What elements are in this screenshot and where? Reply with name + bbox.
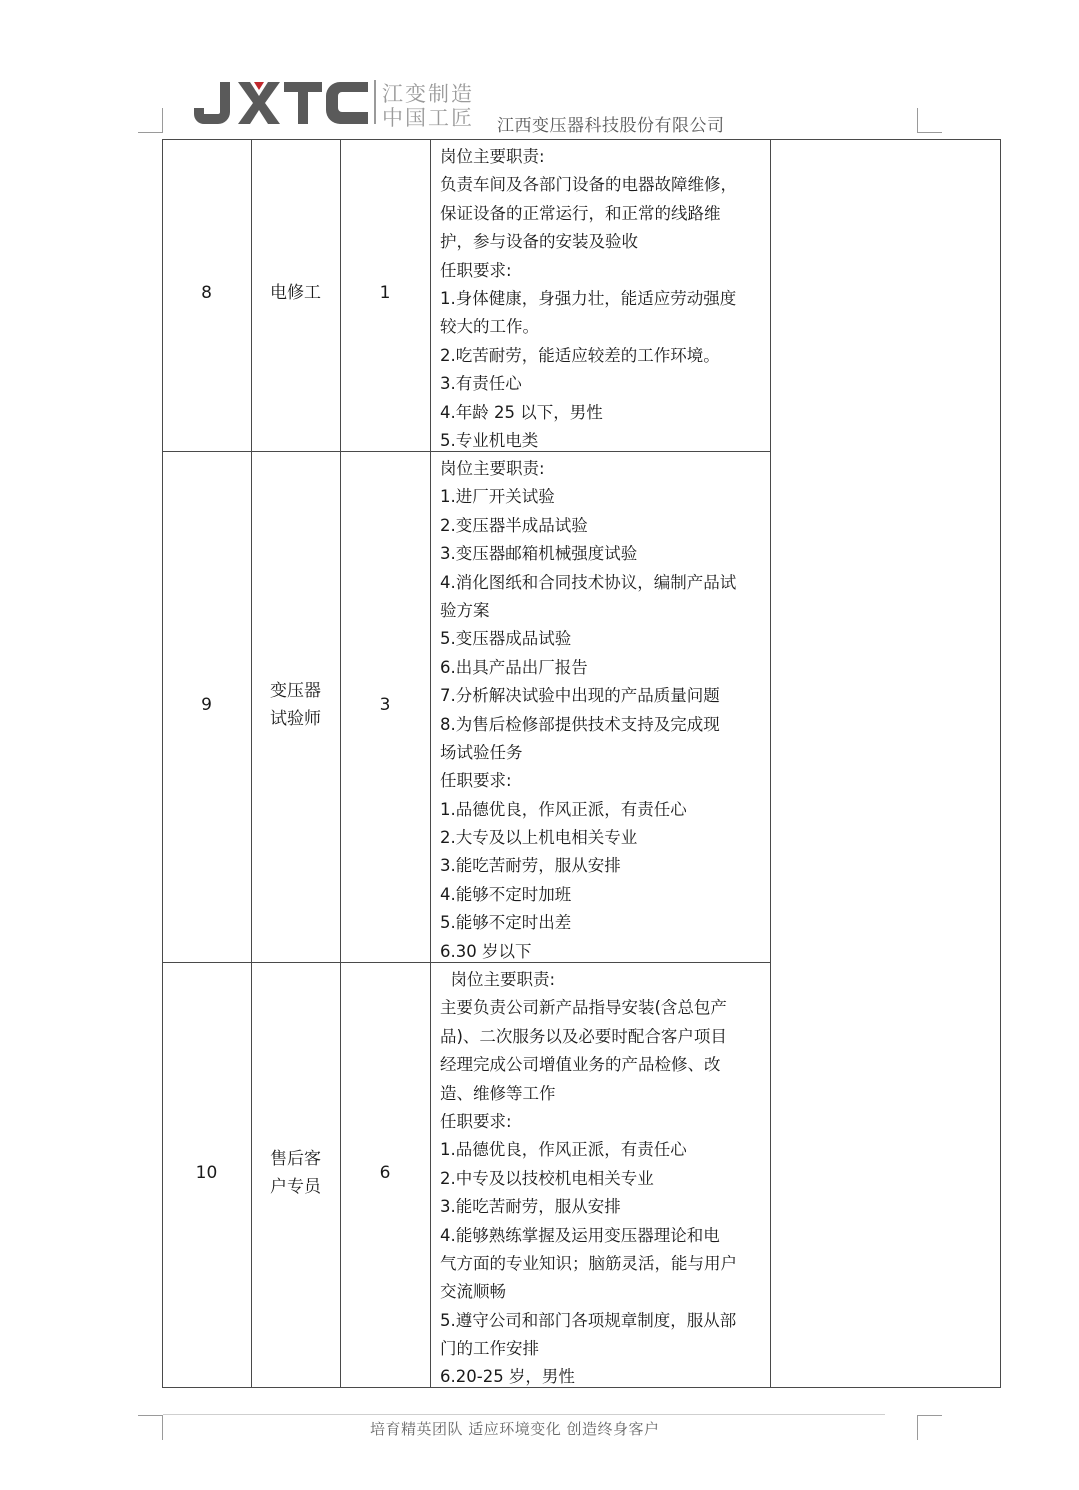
description-line: 3.能吃苦耐劳，服从安排 bbox=[440, 1197, 621, 1217]
row-number: 9 bbox=[201, 694, 212, 715]
description-line: 较大的工作。 bbox=[440, 317, 539, 337]
description-line: 5.专业机电类 bbox=[440, 430, 539, 450]
description-line: 2.吃苦耐劳，能适应较差的工作环境。 bbox=[440, 345, 720, 365]
description-line: 保证设备的正常运行，和正常的线路维 bbox=[440, 203, 721, 223]
crop-mark-top-left bbox=[138, 108, 163, 133]
description-line: 气方面的专业知识；脑筋灵活，能与用户 bbox=[440, 1253, 737, 1273]
table-column-border bbox=[430, 139, 431, 1388]
description-line: 主要负责公司新产品指导安装(含总包产 bbox=[440, 998, 727, 1018]
crop-mark-top-right bbox=[917, 108, 942, 133]
crop-mark-bottom-right bbox=[917, 1415, 942, 1440]
footer-slogan: 培育精英团队 适应环境变化 创造终身客户 bbox=[370, 1420, 660, 1438]
description-line: 3.变压器邮箱机械强度试验 bbox=[440, 544, 638, 564]
table-column-border bbox=[770, 139, 771, 1388]
description-line: 4.能够不定时加班 bbox=[440, 884, 572, 904]
description-line: 5.能够不定时出差 bbox=[440, 913, 572, 933]
job-description bbox=[440, 455, 765, 966]
logo-tagline-line2: 中国工匠 bbox=[382, 106, 474, 130]
description-line: 经理完成公司增值业务的产品检修、改 bbox=[440, 1055, 721, 1075]
description-line: 5.变压器成品试验 bbox=[440, 629, 572, 649]
description-line: 负责车间及各部门设备的电器故障维修， bbox=[440, 175, 737, 195]
description-line: 岗位主要职责: bbox=[440, 147, 545, 166]
description-line: 门的工作安排 bbox=[440, 1339, 539, 1359]
jxtc-logo bbox=[194, 80, 370, 126]
job-title: 电修工 bbox=[270, 283, 321, 303]
row-number: 8 bbox=[201, 283, 212, 303]
description-line: 任职要求: bbox=[440, 1111, 512, 1131]
description-line: 2.大专及以上机电相关专业 bbox=[440, 828, 638, 848]
table-row-border bbox=[162, 139, 1001, 140]
description-line: 4.消化图纸和合同技术协议，编制产品试 bbox=[440, 572, 737, 592]
description-line: 任职要求: bbox=[440, 771, 512, 791]
description-line: 1.品德优良，作风正派，有责任心 bbox=[440, 799, 687, 819]
job-title: 户专员 bbox=[270, 1176, 321, 1197]
description-line: 6.30 岁以下 bbox=[440, 941, 532, 961]
description-line: 场试验任务 bbox=[440, 742, 523, 762]
description-line: 6.出具产品出厂报告 bbox=[440, 657, 588, 677]
description-line: 岗位主要职责: bbox=[440, 459, 545, 478]
row-number: 10 bbox=[195, 1162, 218, 1183]
description-line: 1.身体健康，身强力壮，能适应劳动强度 bbox=[440, 288, 737, 308]
job-title: 变压器 bbox=[270, 680, 321, 701]
crop-mark-bottom-left bbox=[138, 1415, 163, 1440]
description-line: 7.分析解决试验中出现的产品质量问题 bbox=[440, 686, 720, 706]
footer-line bbox=[163, 1414, 885, 1415]
headcount: 3 bbox=[379, 694, 391, 715]
table-column-border bbox=[162, 139, 163, 1388]
job-description bbox=[440, 143, 765, 455]
description-line: 6.20-25 岁，男性 bbox=[440, 1367, 575, 1387]
description-line: 1.进厂开关试验 bbox=[440, 487, 555, 507]
description-line: 3.能吃苦耐劳，服从安排 bbox=[440, 856, 621, 876]
table-column-border bbox=[251, 139, 252, 1388]
description-line: 4.能够熟练掌握及运用变压器理论和电 bbox=[440, 1225, 720, 1245]
description-line: 品)、二次服务以及必要时配合客户项目 bbox=[440, 1026, 727, 1046]
description-line: 任职要求: bbox=[440, 260, 512, 280]
logo-tagline-line1: 江变制造 bbox=[382, 82, 474, 106]
description-line: 5.遵守公司和部门各项规章制度，服从部 bbox=[440, 1310, 737, 1330]
description-line: 护，参与设备的安装及验收 bbox=[440, 232, 638, 252]
job-description bbox=[440, 966, 765, 1392]
headcount: 6 bbox=[379, 1162, 391, 1183]
description-line: 验方案 bbox=[440, 600, 490, 620]
table-column-border bbox=[1000, 139, 1001, 1388]
logo-divider bbox=[374, 80, 376, 124]
table-column-border bbox=[340, 139, 341, 1388]
description-line: 交流顺畅 bbox=[440, 1282, 506, 1302]
job-title: 售后客 bbox=[270, 1148, 321, 1169]
description-line: 2.变压器半成品试验 bbox=[440, 515, 588, 535]
headcount: 1 bbox=[379, 283, 391, 303]
job-title: 试验师 bbox=[270, 708, 321, 729]
description-line: 3.有责任心 bbox=[440, 374, 522, 394]
company-name: 江西变压器科技股份有限公司 bbox=[497, 116, 725, 136]
description-line: 2.中专及以技校机电相关专业 bbox=[440, 1168, 654, 1188]
description-line: 8.为售后检修部提供技术支持及完成现 bbox=[440, 714, 720, 734]
description-line: 4.年龄 25 以下，男性 bbox=[440, 402, 603, 422]
description-line: 岗位主要职责: bbox=[440, 970, 556, 989]
description-line: 1.品德优良，作风正派，有责任心 bbox=[440, 1140, 687, 1160]
description-line: 造、维修等工作 bbox=[440, 1083, 556, 1103]
